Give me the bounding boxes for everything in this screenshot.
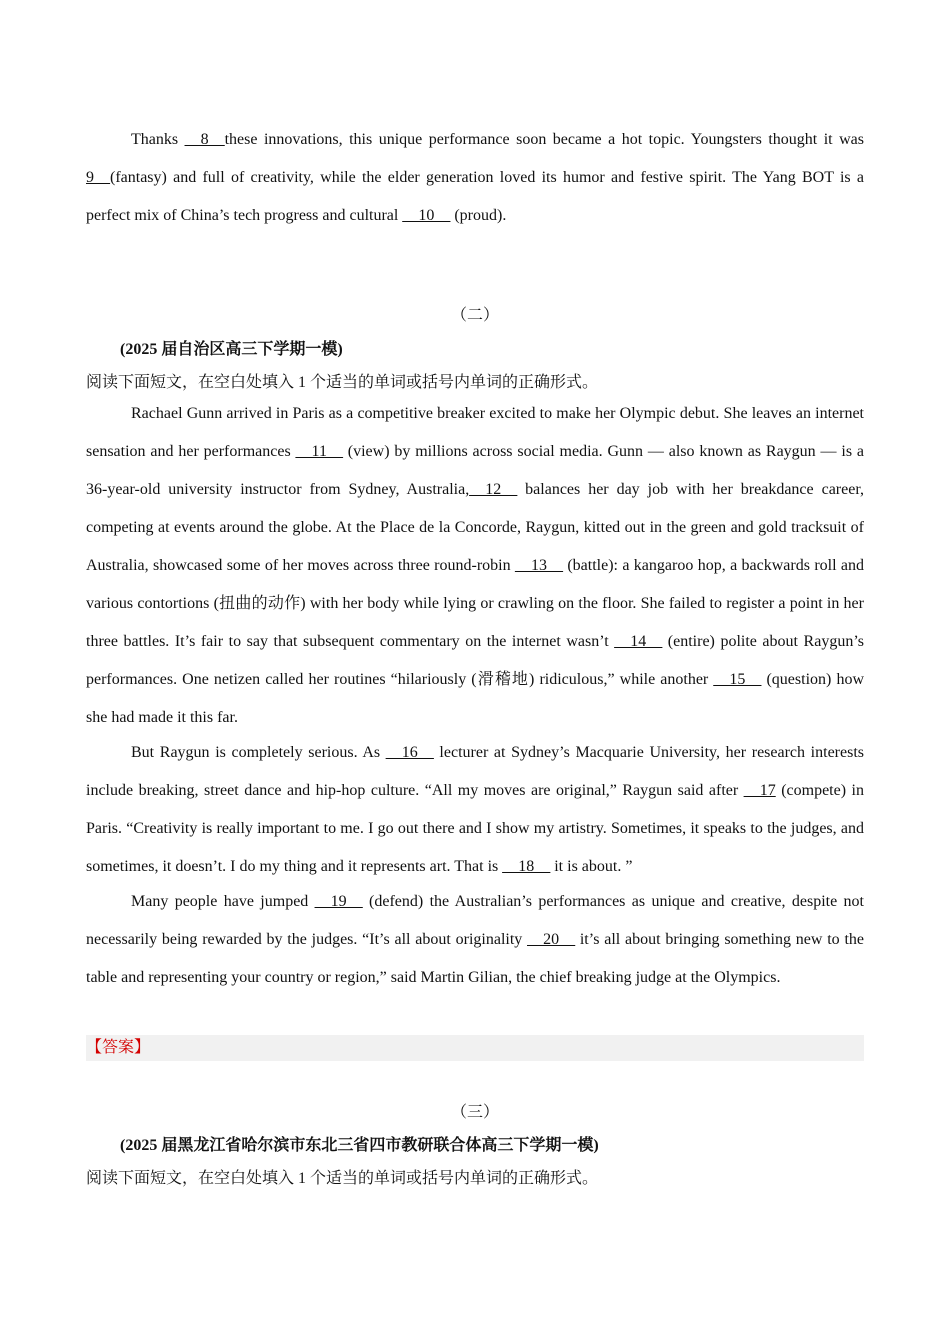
paragraph: Thanks __8__these innovations, this unique performance soon became a hot topic. Youngsters thought it was 9__(fantasy) and full of creativity, while the elder generation loved its humor and festive spirit. The Yang BOT is a perfect mix of China’s tech progress and cultural __10__ (proud). xyxy=(86,131,864,224)
section-two-instruction: 阅读下面短文，在空白处填入 1 个适当的单词或括号内单词的正确形式。 xyxy=(86,374,599,391)
paragraph: But Raygun is completely serious. As __16__ lecturer at Sydney’s Macquarie University, her research interests include breaking, street dance and hip-hop culture. “All my moves are original,” Raygun said after __17 (compete) in Paris. “Creativity is really important to me. I go out there and I show my artistry. Sometimes, it speaks to the judges, and sometimes, it doesn’t. I do my thing and it represents art. That is __18__ it is about. ” xyxy=(86,744,865,875)
section-two-source: (2025 届自治区高三下学期一模) xyxy=(120,341,343,358)
blank-9: 9__ xyxy=(86,169,110,186)
answer-label: 【答案】 xyxy=(86,1039,151,1056)
blank-11: __11__ xyxy=(295,443,343,460)
paragraph: Rachael Gunn arrived in Paris as a competitive breaker excited to make her Olympic debut. She leaves an internet sensation and her performances __11__ (view) by millions across social media. Gunn — also known as Raygun — is a 36-year-old university instructor from Sydney, Australia,__12__ balances her day job with her breakdance career, competing at events around the globe. At the Place de la Concorde, Raygun, kitted out in the green and gold tracksuit of Australia, showcased some of her moves across three round-robin __13__ (battle): a kangaroo hop, a backwards roll and various contortions (扭曲的动作) with her body while lying or crawling on the floor. She failed to register a point in her three battles. It’s fair to say that subsequent commentary on the internet wasn’t __14__ (entire) polite about Raygun’s performances. One netizen called her routines “hilariously (滑稽地) ridiculous,” while another __15__ (question) how she had made it this far. xyxy=(86,405,865,726)
section-two-passage xyxy=(86,395,864,737)
blank-8: __8__ xyxy=(184,131,225,148)
paragraph: Many people have jumped __19__ (defend) the Australian’s performances as unique and creative, despite not necessarily being rewarded by the judges. “It’s all about originality __20__ it’s all about bringing something new to the table and representing your country or region,” said Martin Gilian, the chief breaking judge at the Olympics. xyxy=(86,893,865,986)
blank-20: __20__ xyxy=(527,931,576,948)
section-two-passage-3 xyxy=(86,883,864,997)
blank-17: __17 xyxy=(743,782,776,799)
answer-bar[interactable] xyxy=(86,1035,864,1061)
blank-19: __19__ xyxy=(314,893,363,910)
blank-13: __13__ xyxy=(514,557,563,574)
blank-14: __14__ xyxy=(614,633,663,650)
blank-16: __16__ xyxy=(385,744,434,761)
blank-18: __18__ xyxy=(502,858,551,875)
blank-15: __15__ xyxy=(713,671,762,688)
section-two-title: （二） xyxy=(450,307,499,324)
blank-12: __12__ xyxy=(469,481,518,498)
blank-10: __10__ xyxy=(402,207,451,224)
section-three-source: (2025 届黑龙江省哈尔滨市东北三省四市教研联合体高三下学期一模) xyxy=(120,1137,599,1154)
section-three-title: （三） xyxy=(450,1104,499,1121)
section-two-passage-2 xyxy=(86,734,864,886)
passage-one-continuation xyxy=(86,121,864,235)
section-three-instruction: 阅读下面短文，在空白处填入 1 个适当的单词或括号内单词的正确形式。 xyxy=(86,1170,599,1187)
